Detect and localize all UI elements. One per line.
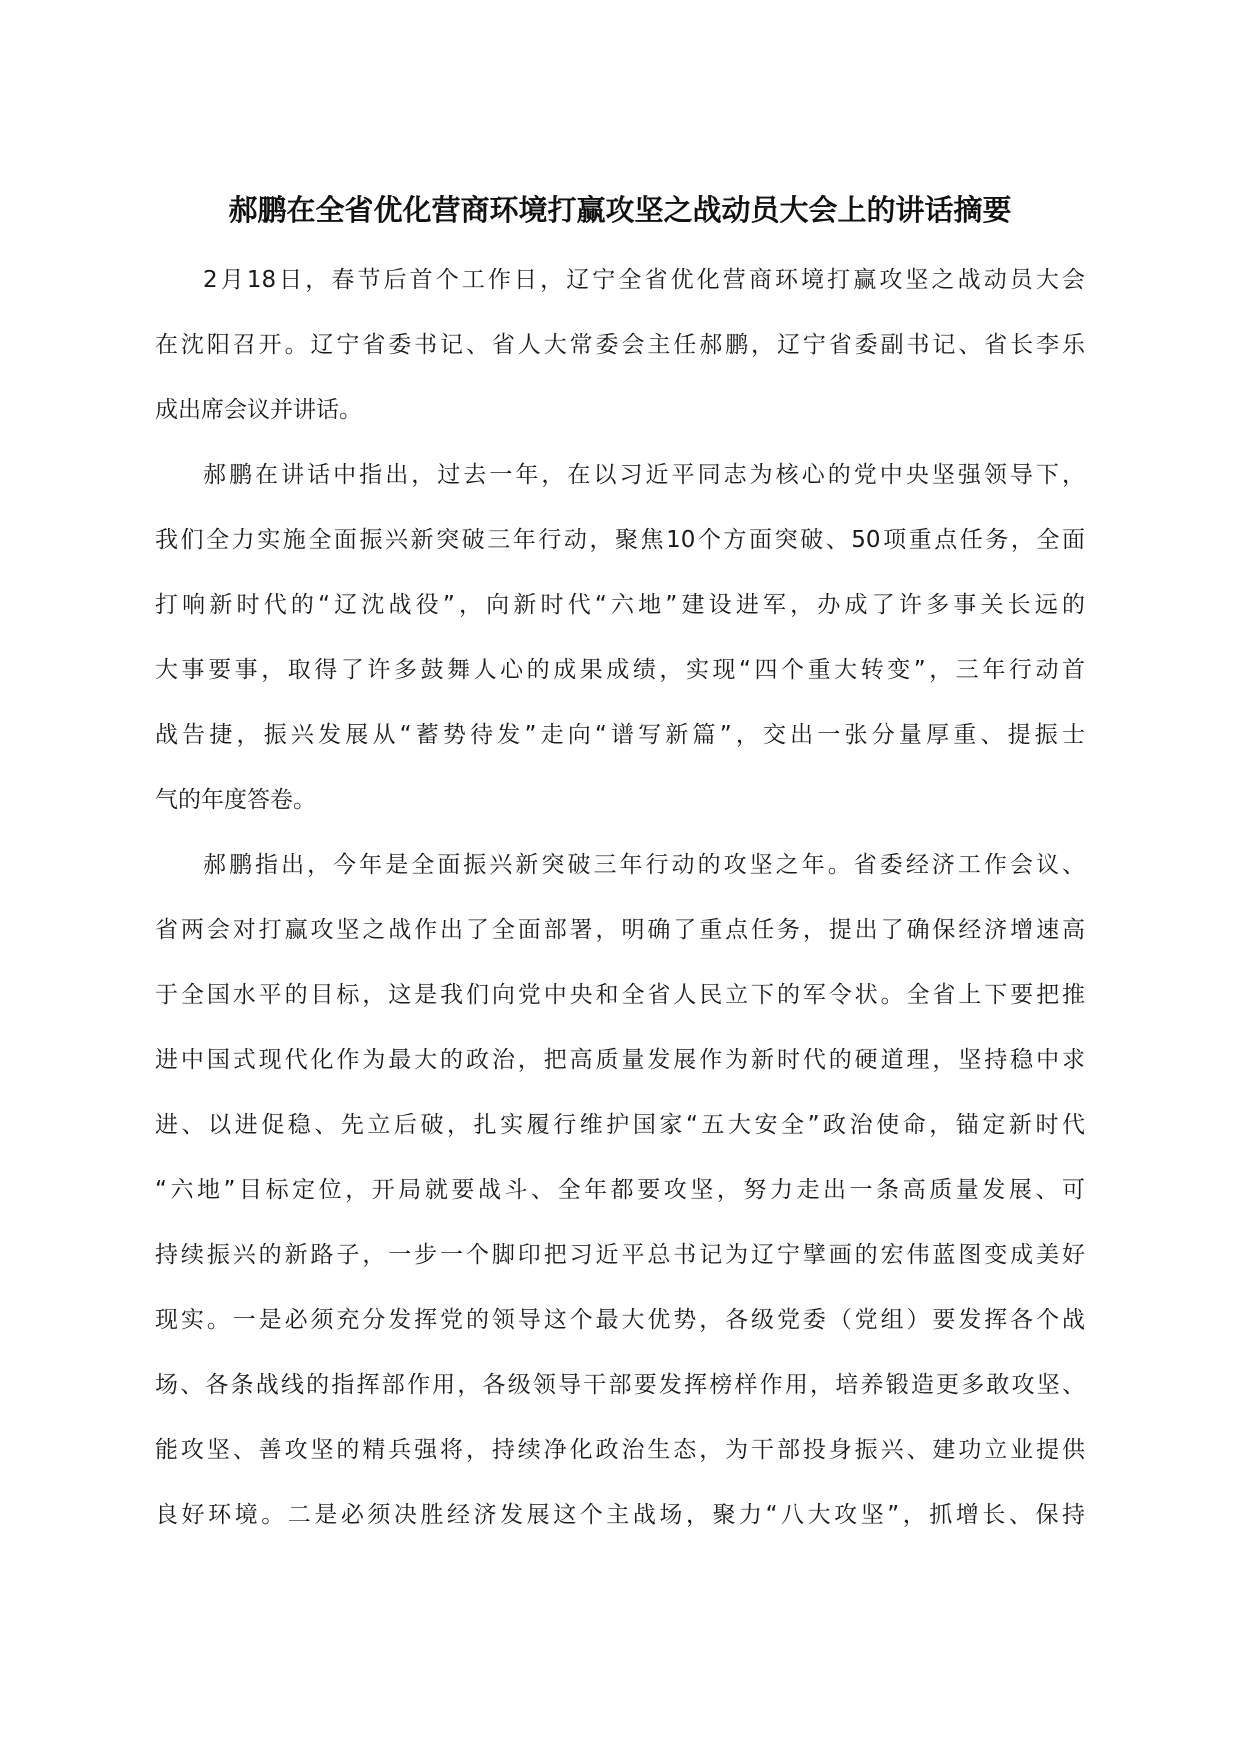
paragraph-1 — [155, 258, 1085, 453]
text-line: 持续振兴的新路子，一步一个脚印把习近平总书记为辽宁擘画的宏伟蓝图变成美好 — [155, 1242, 1085, 1268]
text-line: “六地”目标定位，开局就要战斗、全年都要攻坚，努力走出一条高质量发展、可 — [155, 1177, 1085, 1203]
text-line: 良好环境。二是必须决胜经济发展这个主战场，聚力“八大攻坚”，抓增长、保持 — [155, 1502, 1085, 1528]
text-line: 2月18日，春节后首个工作日，辽宁全省优化营商环境打赢攻坚之战动员大会 — [203, 267, 1085, 293]
text-line: 郝鹏指出，今年是全面振兴新突破三年行动的攻坚之年。省委经济工作会议、 — [203, 852, 1085, 878]
text-line: 打响新时代的“辽沈战役”，向新时代“六地”建设进军，办成了许多事关长远的 — [155, 592, 1085, 618]
text-line: 场、各条战线的指挥部作用，各级领导干部要发挥榜样作用，培养锻造更多敢攻坚、 — [155, 1372, 1085, 1398]
paragraph-2 — [155, 453, 1085, 843]
text-line: 郝鹏在讲话中指出，过去一年，在以习近平同志为核心的党中央坚强领导下， — [203, 462, 1085, 488]
text-line: 成出席会议并讲话。 — [155, 397, 362, 423]
text-line: 在沈阳召开。辽宁省委书记、省人大常委会主任郝鹏，辽宁省委副书记、省长李乐 — [155, 332, 1085, 358]
text-line: 大事要事，取得了许多鼓舞人心的成果成绩，实现“四个重大转变”，三年行动首 — [155, 657, 1085, 683]
text-line: 于全国水平的目标，这是我们向党中央和全省人民立下的军令状。全省上下要把推 — [155, 982, 1085, 1008]
text-line: 能攻坚、善攻坚的精兵强将，持续净化政治生态，为干部投身振兴、建功立业提供 — [155, 1437, 1085, 1463]
text-line: 现实。一是必须充分发挥党的领导这个最大优势，各级党委（党组）要发挥各个战 — [155, 1307, 1085, 1333]
text-line: 战告捷，振兴发展从“蓄势待发”走向“谱写新篇”，交出一张分量厚重、提振士 — [155, 722, 1085, 748]
paragraph-3 — [155, 843, 1085, 1558]
text-line: 气的年度答卷。 — [155, 787, 316, 813]
text-line: 进中国式现代化作为最大的政治，把高质量发展作为新时代的硬道理，坚持稳中求 — [155, 1047, 1085, 1073]
document-body — [155, 258, 1085, 1558]
document-title: 郝鹏在全省优化营商环境打赢攻坚之战动员大会上的讲话摘要 — [228, 193, 1012, 227]
text-line: 省两会对打赢攻坚之战作出了全面部署，明确了重点任务，提出了确保经济增速高 — [155, 917, 1085, 943]
text-line: 我们全力实施全面振兴新突破三年行动，聚焦10个方面突破、50项重点任务，全面 — [155, 527, 1085, 553]
text-line: 进、以进促稳、先立后破，扎实履行维护国家“五大安全”政治使命，锚定新时代 — [155, 1112, 1085, 1138]
